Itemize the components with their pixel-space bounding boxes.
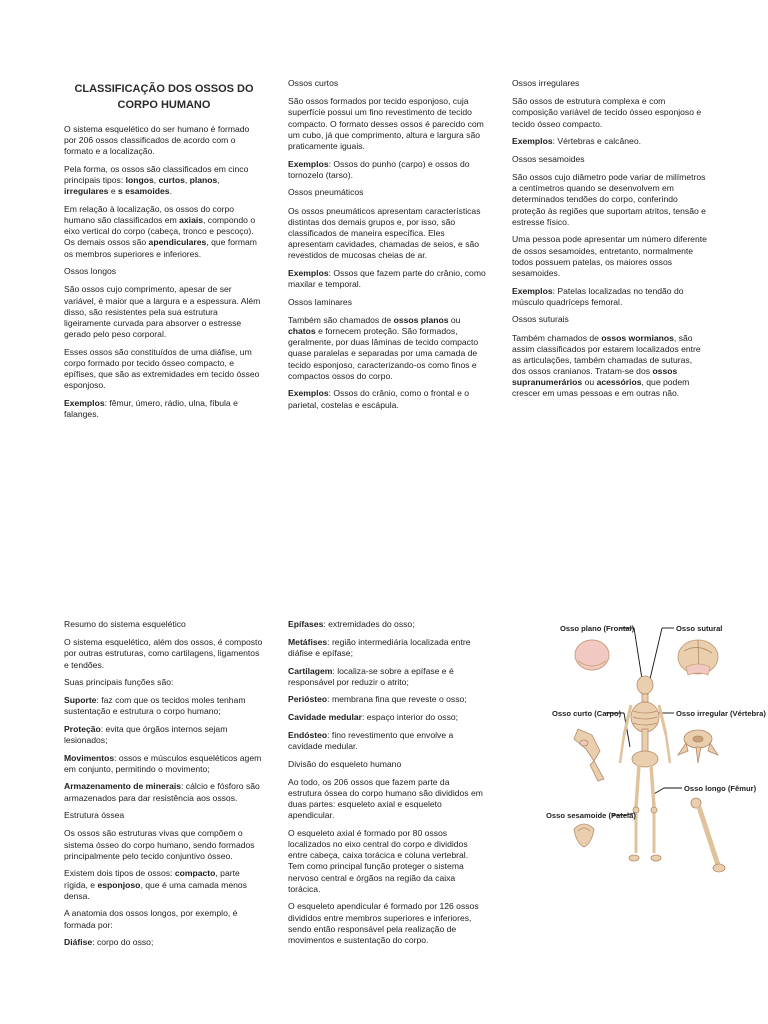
intro-paragraph: O sistema esquelético do ser humano é formado por 206 ossos classificados de acordo com o formato e a localização.	[64, 123, 250, 157]
column-2	[288, 78, 488, 417]
skeleton-figure	[512, 617, 768, 890]
document-title	[64, 82, 264, 114]
anatomy-epifases: Epífases: extremidades do osso;	[288, 619, 415, 629]
heading-ossos-sesamoides: Ossos sesamoides	[512, 153, 585, 164]
sesamoid-bones-paragraph: São ossos cujo diâmetro pode variar de milímetros a centímetros quando se desenvolvem em determinados tendões do corpo, conferindo proteção às regiões que suportam atritos, tensão e estresse físico.	[512, 172, 706, 227]
anatomy-endosteo: Endósteo: fino revestimento que envolve a cavidade medular.	[288, 729, 454, 751]
function-suporte: Suporte: faz com que os tecidos moles tenham sustentação e estrutura o corpo humano;	[64, 694, 246, 717]
label-osso-plano: Osso plano (Frontal)	[560, 624, 635, 633]
skeleton-illustration	[512, 617, 768, 890]
heading-ossos-laminares: Ossos laminares	[288, 296, 352, 307]
title-line-2: CORPO HUMANO	[117, 98, 211, 111]
heading-estrutura-ossea: Estrutura óssea	[64, 810, 125, 821]
irregular-bones-paragraph: São ossos de estrutura complexa e com composição variável de tecido ósseo esponjoso e tecido ósseo compacto.	[512, 96, 702, 129]
bone-types-paragraph: Existem dois tipos de ossos: compacto, parte rígida, e esponjoso, que é uma camada menos densa.	[64, 868, 247, 901]
heading-divisao: Divisão do esqueleto humano	[288, 758, 402, 769]
short-bones-examples: Exemplos: Ossos do punho (carpo) e ossos do tornozelo (tarso).	[288, 158, 470, 180]
heading-ossos-curtos: Ossos curtos	[288, 78, 339, 88]
column-1	[64, 78, 264, 427]
functions-intro: Suas principais funções são:	[64, 677, 174, 688]
long-bones-structure-paragraph: Esses ossos são constituídos de uma diáfise, um corpo formado por tecido ósseo compacto, e epífises, que são as extremidades em tecido ósseo esponjoso.	[64, 346, 260, 391]
heading-ossos-pneumaticos: Ossos pneumáticos	[288, 187, 364, 198]
irregular-bones-examples: Exemplos: Vértebras e calcâneo.	[512, 136, 641, 147]
heading-ossos-irregulares: Ossos irregulares	[512, 78, 580, 88]
label-osso-irregular: Osso irregular (Vértebra)	[676, 709, 766, 718]
summary-paragraph: O sistema esquelético, além dos ossos, é composto por outras estruturas, como cartilagens, ligamentos e tendões.	[64, 637, 263, 670]
column-5	[288, 619, 484, 953]
anatomy-cartilagem: Cartilagem: localiza-se sobre a epífase e é responsável por reduzir o atrito;	[288, 665, 454, 687]
title-line-1: CLASSIFICAÇÃO DOS OSSOS DO	[74, 83, 254, 95]
long-bones-examples: Exemplos: fêmur, úmero, rádio, ulna, fíbula e falanges.	[64, 397, 238, 420]
short-bones-paragraph: São ossos formados por tecido esponjoso, cuja superfície possui um fino revestimento de tecido compacto. O formato desses ossos é parecido com um cubo, já que comprimento, altura e largura são praticamente iguais.	[288, 96, 484, 151]
sutural-bones-paragraph: Também chamados de ossos wormianos, são assim classificados por estarem localizados entre as articulações, também chamadas de suturas, dos ossos cranianos. Tratam-se dos ossos supranumerários ou acessórios, que podem crescer em umas pessoas e em outras não.	[512, 332, 701, 399]
vertebra-icon	[678, 730, 718, 763]
anatomy-cavidade-medular: Cavidade medular: espaço interior do osso;	[288, 712, 459, 723]
femur-icon	[691, 798, 725, 872]
long-bones-paragraph: São ossos cujo comprimento, apesar de ser variável, é maior que a largura e a espessura. Além disso, são resistentes pela sua estrutura ligeiramente curvada para absorver o estresse gerado pelo peso corporal.	[64, 284, 261, 340]
sesamoid-count-paragraph: Uma pessoa pode apresentar um número diferente de ossos sesamoides, entretanto, normalmente todos possuem patelas, os maiores ossos sesamoides.	[512, 234, 707, 278]
carpal-bone-icon	[574, 729, 604, 781]
laminar-bones-paragraph: Também são chamados de ossos planos ou chatos e fornecem proteção. São formados, geralmente, por duas lâminas de tecido compacto quase paralelas e separadas por uma camada de tecido esponjoso, caracterizando-os como finos e compactos ossos do corpo.	[288, 314, 479, 381]
appendicular-skeleton-paragraph: O esqueleto apendicular é formado por 126 ossos divididos entre membros superiores e inferiores, sendo então responsável pela realização de movimentos e sustentação do corpo.	[288, 901, 479, 945]
laminar-bones-examples: Exemplos: Ossos do crânio, como o frontal e o parietal, costelas e escápula.	[288, 388, 470, 410]
column-4	[64, 619, 264, 955]
location-classification-paragraph: Em relação à localização, os ossos do corpo humano são classificados em axiais, compondo o eixo vertical do corpo (cabeça, tronco e pescoço). Os demais ossos são apendiculares, que formam os membros superiores e inferiores.	[64, 203, 257, 259]
division-paragraph: Ao todo, os 206 ossos que fazem parte da estrutura óssea do corpo humano são divididos em duas partes: esqueleto axial e esqueleto apendicular.	[288, 776, 483, 821]
anatomy-periosteo: Periósteo: membrana fina que reveste o osso;	[288, 694, 467, 705]
function-protecao: Proteção: evita que órgãos internos sejam lesionados;	[64, 723, 228, 745]
axial-skeleton-paragraph: O esqueleto axial é formado por 80 ossos localizados no eixo central do corpo e divididos entre cabeça, caixa torácica e coluna vertebral. Tem como principal função proteger o sistema nervoso central e órgãos na região da caixa torácica.	[288, 827, 469, 894]
function-movimentos: Movimentos: ossos e músculos esqueléticos agem em conjunto, permitindo o movimento;	[64, 752, 262, 774]
label-osso-longo: Osso longo (Fêmur)	[684, 784, 757, 793]
form-classification-paragraph: Pela forma, os ossos são classificados em cinco principais tipos: longos, curtos, planos, irregulares e s esamoides.	[64, 163, 249, 197]
heading-resumo: Resumo do sistema esquelético	[64, 619, 186, 629]
pneumatic-bones-examples: Exemplos: Ossos que fazem parte do crânio, como maxilar e temporal.	[288, 267, 486, 290]
column-3	[512, 78, 708, 406]
label-osso-curto: Osso curto (Carpo)	[552, 709, 622, 718]
label-osso-sesamoide: Osso sesamoide (Patela)	[546, 811, 636, 820]
heading-ossos-longos: Ossos longos	[64, 266, 117, 277]
pneumatic-bones-paragraph: Os ossos pneumáticos apresentam características distintas dos demais grupos e, por isso, são classificados de maneira específica. Eles apresentam cavidades, chamadas de seios, e são revestidos de mucosas cheias de ar.	[288, 205, 481, 261]
anatomy-intro: A anatomia dos ossos longos, por exemplo, é formada por:	[64, 908, 238, 930]
label-osso-sutural: Osso sutural	[676, 624, 723, 633]
patella-icon	[574, 824, 594, 847]
anatomy-metafises: Metáfises: região intermediária localizada entre diáfise e epífase;	[288, 636, 471, 658]
sesamoid-bones-examples: Exemplos: Patelas localizadas no tendão do músculo quadríceps femoral.	[512, 285, 684, 307]
bone-structure-paragraph: Os ossos são estruturas vivas que compõem o sistema ósseo do corpo humano, sendo formados principalmente pelo tecido conjuntivo ósseo.	[64, 828, 255, 861]
anatomy-diafise: Diáfise: corpo do osso;	[64, 937, 154, 948]
function-armazenamento: Armazenamento de minerais: cálcio e fósforo são armazenados para dar resistência aos ossos.	[64, 781, 260, 803]
heading-ossos-suturais: Ossos suturais	[512, 314, 569, 325]
